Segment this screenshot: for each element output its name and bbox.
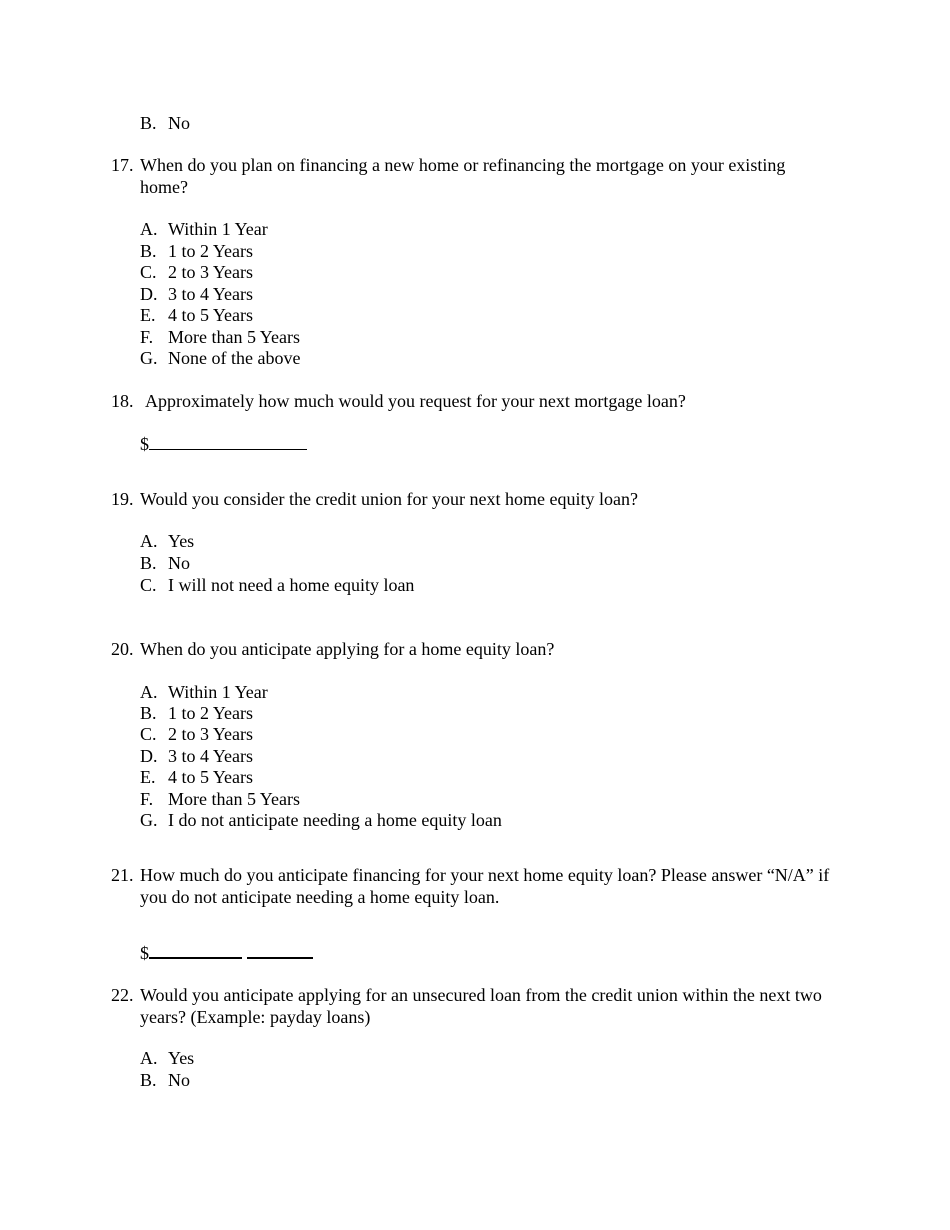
question-text-22: Would you anticipate applying for an unsecured loan from the credit union within the next two years? (Example: payday loans)	[140, 985, 822, 1027]
option-q20-a: A. Within 1 Year	[140, 682, 268, 702]
option-q20-b: B. 1 to 2 Years	[140, 703, 254, 723]
question-text-18: Approximately how much would you request for your next mortgage loan?	[145, 391, 686, 411]
question-number-21: 21.	[111, 865, 134, 885]
option-q19-a: A. Yes	[140, 531, 195, 551]
answer-field-q18[interactable]	[140, 434, 307, 455]
currency-symbol: $	[140, 943, 149, 963]
question-number-19: 19.	[111, 489, 134, 509]
answer-blank-q21-part1[interactable]	[149, 942, 242, 959]
option-q17-a: A. Within 1 Year	[140, 219, 268, 239]
option-q20-c: C. 2 to 3 Years	[140, 724, 254, 744]
option-q17-f: F. More than 5 Years	[140, 327, 300, 347]
option-q17-c: C. 2 to 3 Years	[140, 262, 254, 282]
option-q22-b: B. No	[140, 1070, 190, 1090]
question-text-21: How much do you anticipate financing for your next home equity loan? Please answer “N/A” if you do not anticipate needing a home equity loan.	[140, 865, 830, 907]
question-number-18: 18.	[111, 391, 134, 411]
question-text-17: When do you plan on financing a new home or refinancing the mortgage on your existing home?	[140, 155, 786, 197]
option-q16-b: B. No	[140, 113, 190, 133]
option-q17-b: B. 1 to 2 Years	[140, 241, 254, 261]
answer-blank-q18[interactable]	[149, 434, 307, 450]
option-q20-e: E. 4 to 5 Years	[140, 767, 254, 787]
option-q19-c: C. I will not need a home equity loan	[140, 575, 415, 595]
question-number-17: 17.	[111, 155, 134, 175]
option-q17-d: D. 3 to 4 Years	[140, 284, 254, 304]
question-number-22: 22.	[111, 985, 134, 1005]
question-text-20: When do you anticipate applying for a home equity loan?	[140, 639, 555, 659]
option-q17-e: E. 4 to 5 Years	[140, 305, 254, 325]
option-q20-f: F. More than 5 Years	[140, 789, 300, 809]
option-q20-d: D. 3 to 4 Years	[140, 746, 254, 766]
currency-symbol: $	[140, 434, 149, 454]
question-text-19: Would you consider the credit union for your next home equity loan?	[140, 489, 638, 509]
option-q19-b: B. No	[140, 553, 190, 573]
question-number-20: 20.	[111, 639, 134, 659]
option-q22-a: A. Yes	[140, 1048, 195, 1068]
option-q17-g: G. None of the above	[140, 348, 301, 368]
answer-blank-q21-part2[interactable]	[247, 942, 313, 959]
option-q20-g: G. I do not anticipate needing a home equity loan	[140, 810, 502, 830]
answer-field-q21[interactable]	[140, 942, 313, 964]
